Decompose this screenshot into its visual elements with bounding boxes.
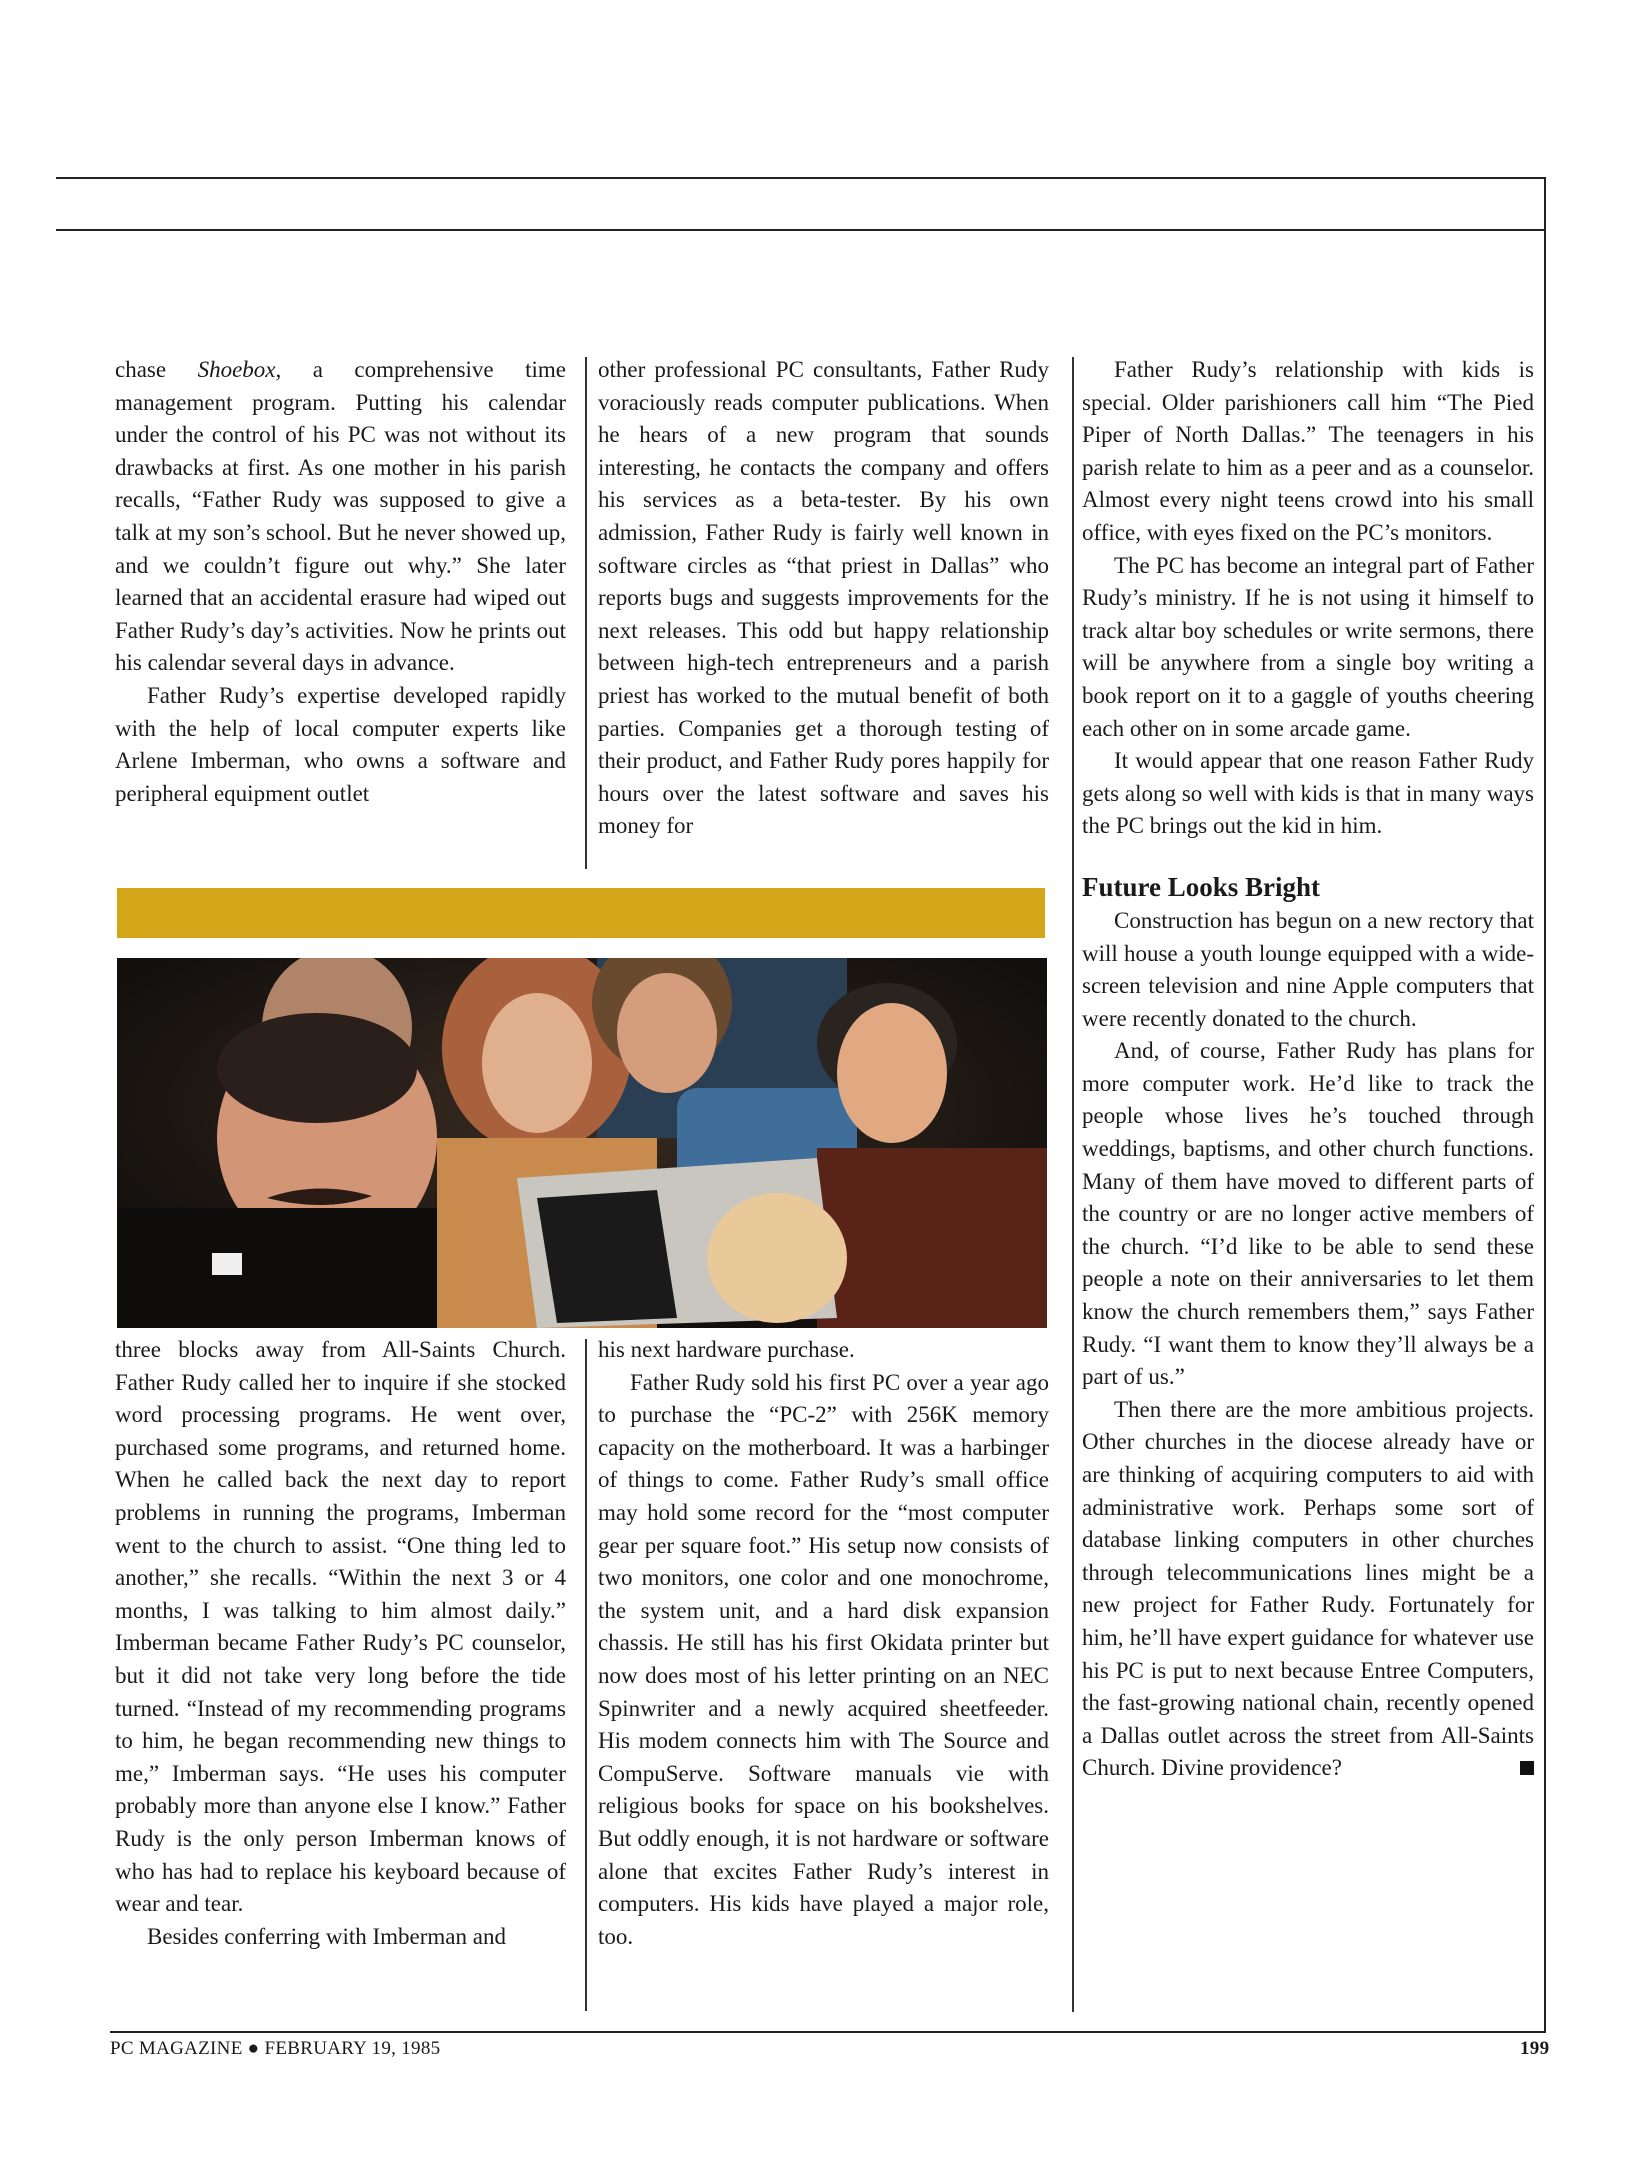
- end-of-article-mark: [1520, 1761, 1534, 1775]
- top-rule: [56, 177, 1546, 179]
- right-border-rule: [1544, 177, 1546, 2031]
- column-rule-1-bottom: [585, 1339, 587, 2011]
- paragraph: chase Shoebox, a comprehensive time management program. Putting his calendar under the control of his PC was not without its drawbacks at first. As one mother in his parish recalls, “Father Rudy was supposed to give a talk at my son’s school. But he never showed up, and we couldn’t figure out why.” She later learned that an accidental erasure had wiped out Father Rudy’s day’s activities. Now he prints out his calendar several days in advance.: [115, 357, 566, 676]
- paragraph: Besides conferring with Imberman and: [147, 1923, 506, 1949]
- photo-illustration: [117, 958, 1047, 1328]
- footer-magazine-date: PC MAGAZINE ● FEBRUARY 19, 1985: [110, 2038, 441, 2059]
- photo-priest-and-teens-at-computer: [117, 958, 1047, 1328]
- color-band: [117, 888, 1045, 938]
- paragraph: Father Rudy’s relationship with kids is special. Older parishioners call him “The Pied Piper of North Dallas.” The teenagers in his parish relate to him as a peer and as a counselor. Almost every night teens crowd into his small office, with eyes fixed on the PC’s monitors.: [1082, 357, 1534, 545]
- column-1-bottom: [115, 1334, 566, 1953]
- paragraph: The PC has become an integral part of Father Rudy’s ministry. If he is not using it himself to track altar boy schedules or write sermons, there will be anywhere from a single boy writing a book report on it to a gaggle of youths cheering each other on in some arcade game.: [1082, 552, 1534, 741]
- column-rule-1-top: [585, 357, 587, 869]
- section-heading: Future Looks Bright: [1082, 871, 1321, 902]
- column-2-bottom: [598, 1334, 1049, 1953]
- column-rule-2-top: [1072, 357, 1074, 1302]
- paragraph: Father Rudy sold his first PC over a year ago to purchase the “PC-2” with 256K memory capacity on the motherboard. It was a harbinger of things to come. Father Rudy’s small office may hold some record for the “most computer gear per square foot.” His setup now consists of two monitors, one color and one monochrome, the system unit, and a hard disk expansion chassis. He still has his first Okidata printer but now does most of his letter printing on an NEC Spinwriter and a newly acquired sheetfeeder. His modem connects him with The Source and CompuServe. Software manuals vie with religious books for space on his bookshelves. But oddly enough, it is not hardware or software alone that excites Father Rudy’s interest in computers. His kids have played a major role, too.: [598, 1369, 1049, 1949]
- column-2-top: [598, 354, 1049, 843]
- column-1-top: [115, 354, 566, 810]
- paragraph: Father Rudy’s expertise developed rapidly with the help of local computer experts like Arlene Imberman, who owns a software and peripheral equipment outlet: [115, 682, 566, 806]
- page-number: 199: [1520, 2038, 1550, 2059]
- paragraph: It would appear that one reason Father Rudy gets along so well with kids is that in many ways the PC brings out the kid in him.: [1082, 748, 1534, 839]
- paragraph: other professional PC consultants, Father Rudy voraciously reads computer publications. When he hears of a new program that sounds interesting, he contacts the company and offers his services as a beta-tester. By his own admission, Father Rudy is fairly well known in software circles as “that priest in Dallas” who reports bugs and suggests improvements for the next releases. This odd but happy relationship between high-tech entrepreneurs and a parish priest has worked to the mutual benefit of both parties. Companies get a thorough testing of their product, and Father Rudy pores happily for hours over the latest software and saves his money for: [598, 357, 1049, 839]
- header-rule: [56, 229, 1546, 231]
- bottom-rule: [110, 2031, 1546, 2033]
- paragraph: his next hardware purchase.: [598, 1337, 855, 1362]
- paragraph: Construction has begun on a new rectory that will house a youth lounge equipped with a wide-screen television and nine Apple computers that were recently donated to the church.: [1082, 907, 1534, 1031]
- column-3: [1082, 354, 1534, 1785]
- paragraph: three blocks away from All-Saints Church. Father Rudy called her to inquire if she stocked word processing programs. He went over, purchased some programs, and returned home. When he called back the next day to report problems in running the programs, Imberman went to the church to assist. “One thing led to another,” she recalls. “Within the next 3 or 4 months, I was talking to him almost daily.” Imberman became Father Rudy’s PC counselor, but it did not take very long before the tide turned. “Instead of my recommending programs to him, he began recommending new things to me,” Imberman says. “He uses his computer probably more than anyone else I know.” Father Rudy is the only person Imberman knows of who has had to replace his keyboard because of wear and tear.: [115, 1337, 566, 1917]
- paragraph: And, of course, Father Rudy has plans for more computer work. He’d like to track the people whose lives he’s touched through weddings, baptisms, and other church functions. Many of them have moved to different parts of the country or are no longer active members of the church. “I’d like to be able to send these people a note on their anniversaries to let them know the church remembers them,” says Father Rudy. “I want them to know they’ll always be a part of us.”: [1082, 1038, 1534, 1390]
- column-rule-2-bottom: [1072, 1300, 1074, 2012]
- paragraph: Then there are the more ambitious projects. Other churches in the diocese already have or are thinking of acquiring computers to aid with administrative work. Perhaps some sort of database linking computers in other churches through telecommunications lines might be a new project for Father Rudy. Fortunately for him, he’ll have expert guidance for whatever use his PC is put to next because Entree Computers, the fast-growing national chain, recently opened a Dallas outlet across the street from All-Saints Church. Divine providence?: [1082, 1396, 1534, 1781]
